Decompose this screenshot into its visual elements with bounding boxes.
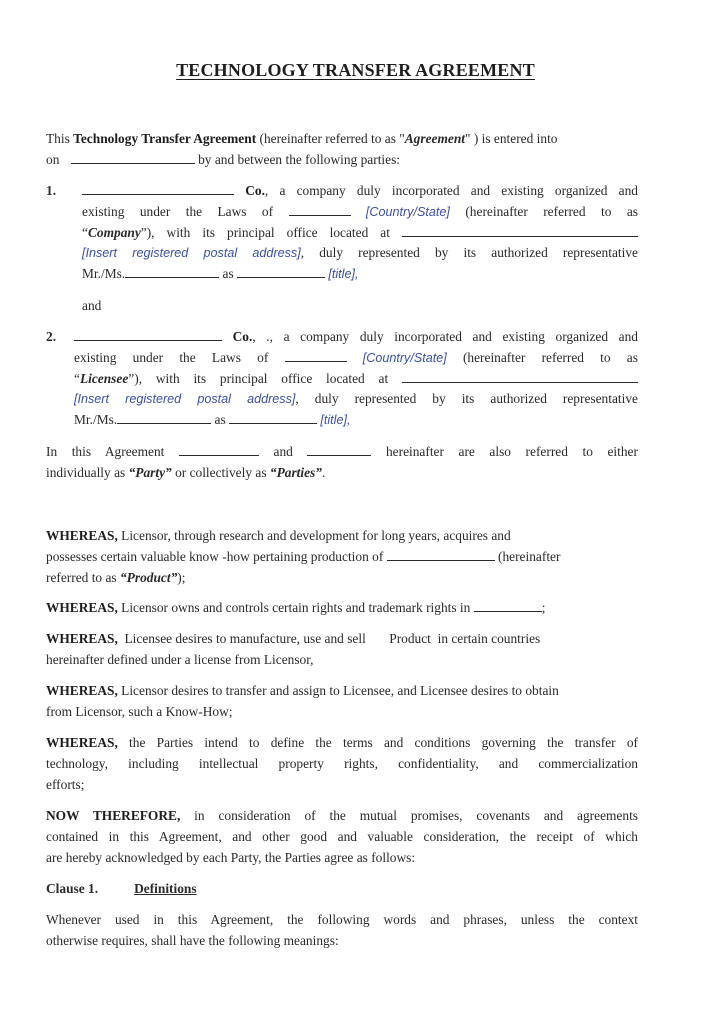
- intro-paragraph: This Technology Transfer Agreement (hereinafter referred to as "Agreement" ) is entered into on by and between the following parties:: [46, 131, 558, 167]
- and-connector: and: [82, 298, 102, 313]
- party-a-short-name-blank[interactable]: [179, 443, 259, 456]
- recital-4: WHEREAS, Licensor desires to transfer and assign to Licensee, and Licensee desires to obtain from Licensor, such a Know-How;: [46, 683, 559, 719]
- clause-1-intro: Whenever used in this Agreement, the following words and phrases, unless the context otherwise requires, shall have the following meanings:: [46, 912, 638, 948]
- clause-1-label: Clause 1.: [46, 881, 99, 896]
- agreement-name: Technology Transfer Agreement: [73, 131, 257, 146]
- party-1-number: 1.: [46, 183, 57, 198]
- party-1-paragraph: Co., a company duly incorporated and existing organized and existing under the Laws of [Country/State] (hereinafter referred to as “Company”), with its principal office located at [Insert registered postal address], duly represented by its authorized representative Mr./Ms. as [title],: [82, 183, 638, 282]
- party-2-address-blank[interactable]: [402, 370, 638, 383]
- defined-term-product: “Product”: [119, 569, 178, 585]
- date-blank[interactable]: [71, 151, 195, 164]
- clause-1-heading: [46, 879, 638, 900]
- defined-term-licensee: Licensee: [79, 370, 129, 386]
- party-2-title-placeholder: [title],: [320, 413, 351, 428]
- party-2-representative-blank[interactable]: [117, 411, 211, 424]
- recital-5: WHEREAS, the Parties intend to define the terms and conditions governing the transfer of technology, including intellectual property rights, confidentiality, and commercialization efforts;: [46, 735, 638, 792]
- recital-1: WHEREAS, Licensor, through research and development for long years, acquires and possesses certain valuable know -how pertaining production of (hereinafter referred to as “Product”);: [46, 528, 561, 585]
- party-1-name-blank[interactable]: [82, 182, 234, 195]
- party-2-name-blank[interactable]: [74, 328, 222, 341]
- defined-term-company: Company: [87, 224, 141, 240]
- parties-paragraph: In this Agreement and hereinafter are also referred to either individually as “Party” or collectively as “Parties”.: [46, 444, 638, 480]
- party-2-paragraph: Co., ., a company duly incorporated and existing organized and existing under the Laws of [Country/State] (hereinafter referred to as “Licensee”), with its principal office located at [Insert registered postal address], duly represented by its authorized representative Mr./Ms. as [title],: [74, 329, 638, 428]
- recital-3: WHEREAS, Licensee desires to manufacture, use and sell Product in certain countries hereinafter defined under a license from Licensor,: [46, 631, 541, 667]
- recital-2: WHEREAS, Licensor owns and controls certain rights and trademark rights in ;: [46, 600, 546, 615]
- party-b-short-name-blank[interactable]: [307, 443, 371, 456]
- defined-term-agreement: Agreement: [404, 131, 466, 146]
- now-therefore-paragraph: NOW THEREFORE, in consideration of the mutual promises, covenants and agreements contained in this Agreement, and other good and valuable consideration, the receipt of which are hereby acknowledged by each Party, the Parties agree as follows:: [46, 808, 638, 865]
- territory-blank[interactable]: [474, 599, 542, 612]
- party-2-number: 2.: [46, 329, 57, 344]
- party-2-country-placeholder: [Country/State]: [362, 350, 447, 365]
- party-1-address-blank[interactable]: [402, 224, 638, 237]
- party-2-country-blank[interactable]: [285, 349, 347, 362]
- party-2-title-blank[interactable]: [229, 411, 317, 424]
- clause-1-title: Definitions: [134, 881, 197, 896]
- defined-term-party: “Party”: [128, 464, 172, 480]
- party-1-country-blank[interactable]: [289, 203, 351, 216]
- product-blank[interactable]: [387, 548, 495, 561]
- document-title: TECHNOLOGY TRANSFER AGREEMENT: [176, 60, 535, 80]
- defined-term-parties: “Parties”: [269, 464, 322, 480]
- party-1-address-placeholder: [Insert registered postal address]: [82, 246, 301, 261]
- party-1-title-placeholder: [title],: [328, 267, 359, 282]
- party-1-representative-blank[interactable]: [125, 265, 219, 278]
- party-1-title-blank[interactable]: [237, 265, 325, 278]
- party-2-address-placeholder: [Insert registered postal address]: [74, 392, 296, 407]
- party-1-country-placeholder: [Country/State]: [365, 204, 450, 219]
